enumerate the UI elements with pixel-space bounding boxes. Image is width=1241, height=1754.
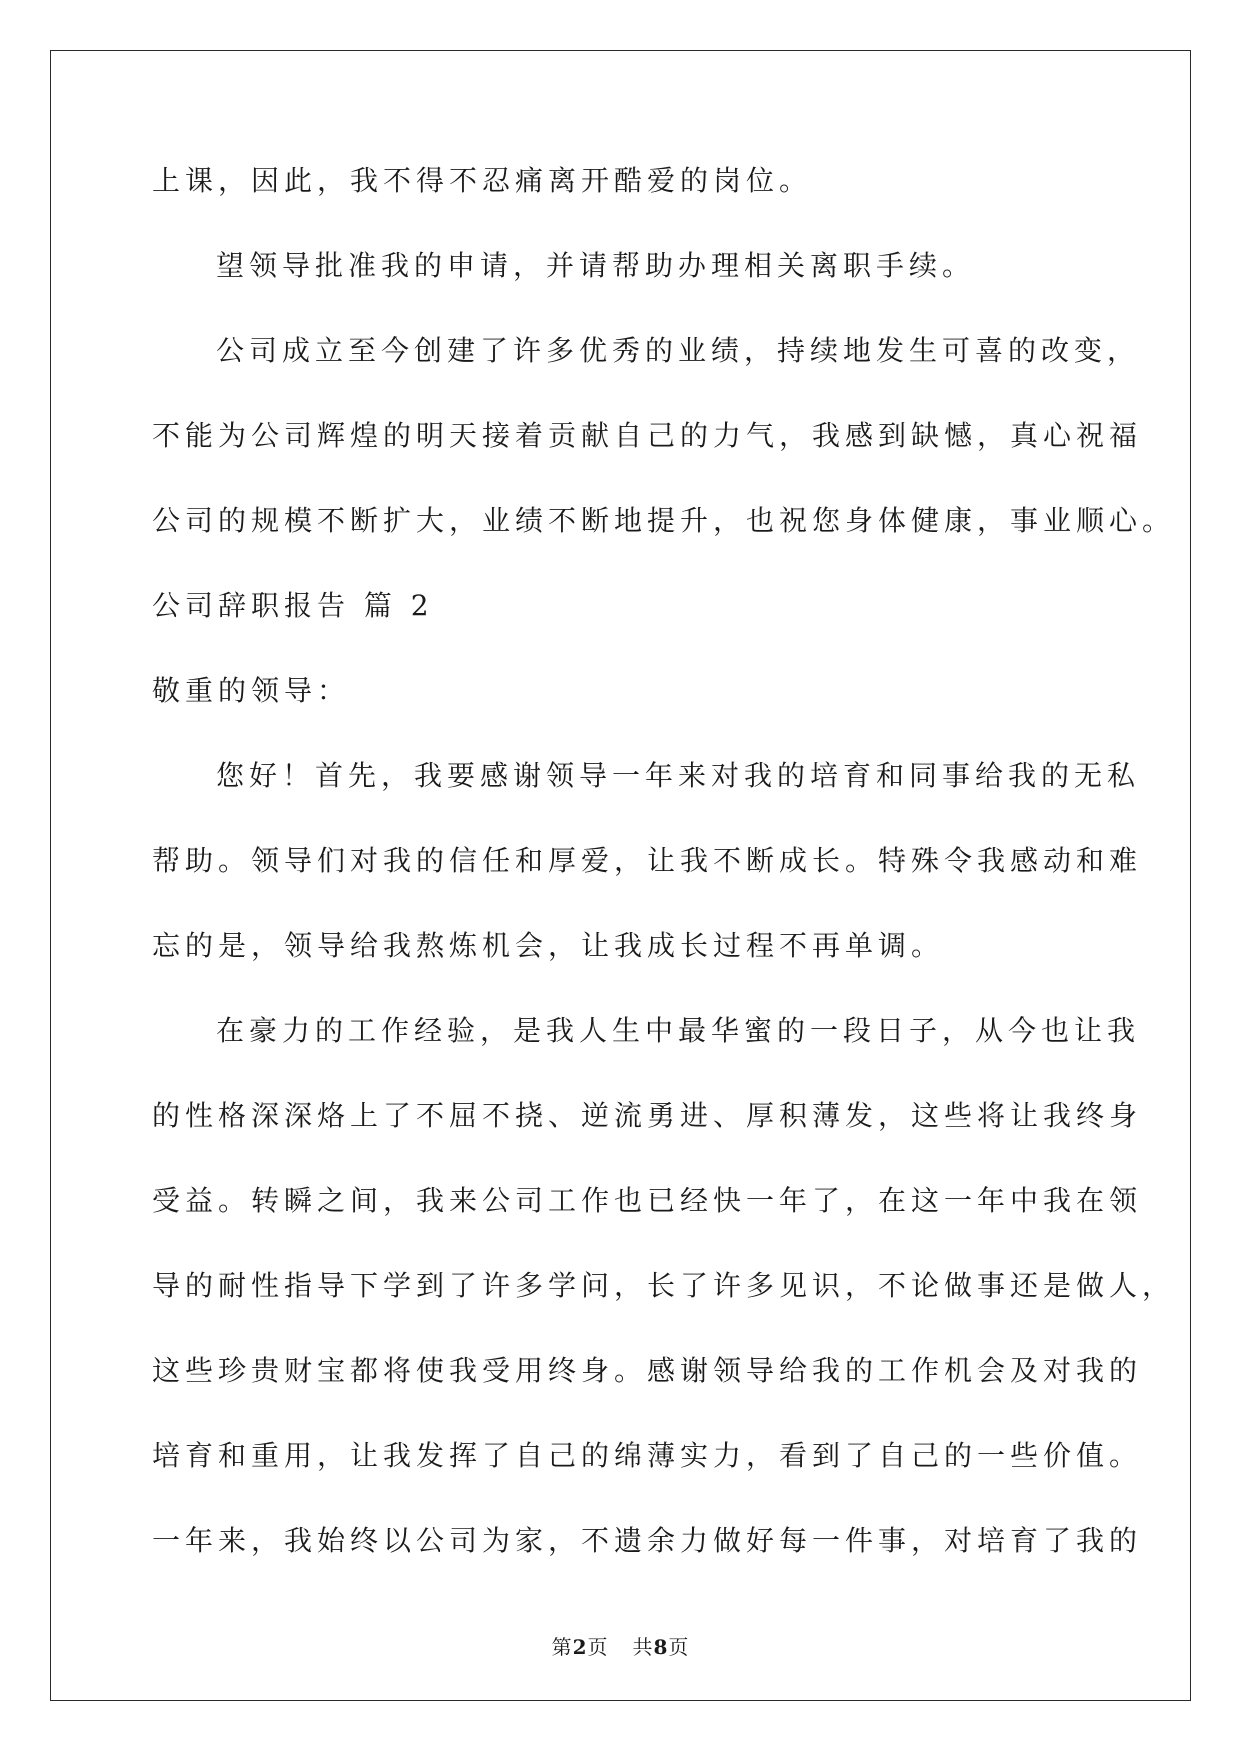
text-line: 在豪力的工作经验，是我人生中最华蜜的一段日子，从今也让我: [216, 1014, 1141, 1047]
text-line: 忘的是，领导给我熬炼机会，让我成长过程不再单调。: [152, 929, 945, 962]
page-suffix: 页: [587, 1635, 609, 1659]
page-footer: [0, 1631, 1241, 1660]
text-line: 一年来，我始终以公司为家，不遗余力做好每一件事，对培育了我的: [152, 1524, 1143, 1557]
text-line: 受益。转瞬之间，我来公司工作也已经快一年了，在这一年中我在领: [152, 1184, 1143, 1217]
salutation: 敬重的领导：: [152, 674, 351, 707]
text-line: 导的耐性指导下学到了许多学问，长了许多见识，不论做事还是做人，: [152, 1269, 1176, 1302]
text-line: 上课，因此，我不得不忍痛离开酷爱的岗位。: [152, 164, 813, 197]
text-line: 的性格深深烙上了不屈不挠、逆流勇进、厚积薄发，这些将让我终身: [152, 1099, 1143, 1132]
page-prefix: 第: [551, 1635, 573, 1659]
text-line: 公司成立至今创建了许多优秀的业绩，持续地发生可喜的改变，: [216, 334, 1141, 367]
text-line: 不能为公司辉煌的明天接着贡献自己的力气，我感到缺憾，真心祝福: [152, 419, 1143, 452]
total-pages: 8: [653, 1635, 669, 1659]
document-body: [152, 163, 1176, 1608]
total-prefix: 共: [632, 1635, 654, 1659]
text-line: 帮助。领导们对我的信任和厚爱，让我不断成长。特殊令我感动和难: [152, 844, 1143, 877]
text-line: 培育和重用，让我发挥了自己的绵薄实力，看到了自己的一些价值。: [152, 1439, 1143, 1472]
text-line: 公司的规模不断扩大，业绩不断地提升，也祝您身体健康，事业顺心。: [152, 504, 1176, 537]
text-line: 您好！首先，我要感谢领导一年来对我的培育和同事给我的无私: [216, 759, 1141, 792]
page-number: 2: [572, 1635, 588, 1659]
text-line: 望领导批准我的申请，并请帮助办理相关离职手续。: [216, 249, 976, 282]
section-heading: 公司辞职报告 篇 2: [152, 589, 434, 622]
total-suffix: 页: [668, 1635, 690, 1659]
text-line: 这些珍贵财宝都将使我受用终身。感谢领导给我的工作机会及对我的: [152, 1354, 1143, 1387]
